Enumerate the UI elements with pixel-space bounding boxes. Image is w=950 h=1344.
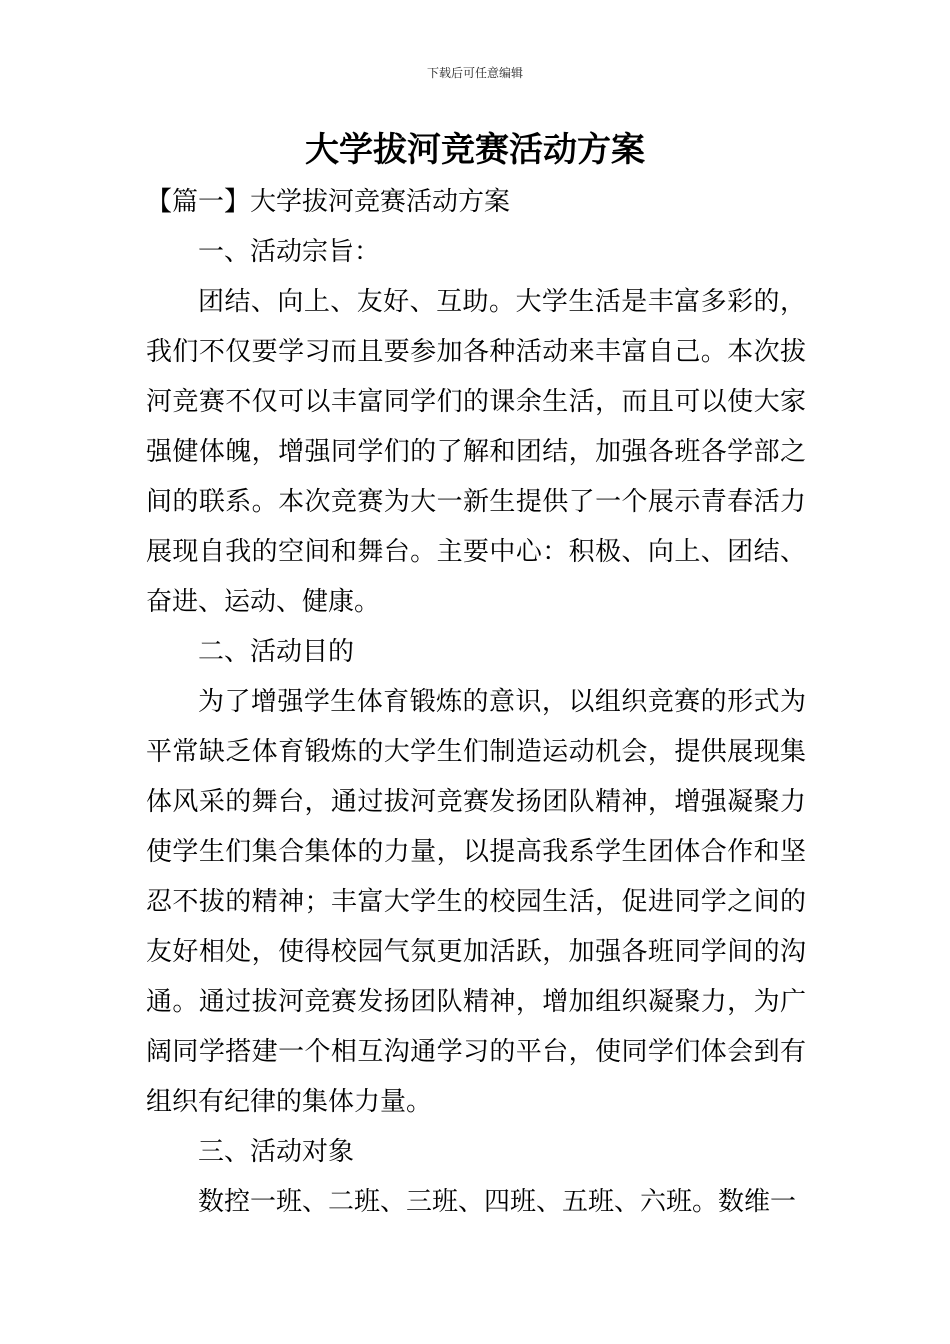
paragraph-purpose: 团结、向上、友好、互助。大学生活是丰富多彩的，我们不仅要学习而且要参加各种活动来丰富自己。本次拔河竞赛不仅可以丰富同学们的课余生活，而且可以使大家强健体魄，增强同学们的了解和团结，加强各班各学部之间的联系。本次竞赛为大一新生提供了一个展示青春活力展现自我的空间和舞台。主要中心：积极、向上、团结、奋进、运动、健康。 xyxy=(146,287,806,617)
document-body xyxy=(146,177,806,1227)
paragraph-participants: 数控一班、二班、三班、四班、五班、六班。数维一 xyxy=(198,1187,797,1217)
document-title: 大学拔河竞赛活动方案 xyxy=(305,130,645,170)
section-heading-goal: 二、活动目的 xyxy=(198,637,355,667)
document-subtitle: 【篇一】大学拔河竞赛活动方案 xyxy=(146,187,511,217)
section-heading-participants: 三、活动对象 xyxy=(198,1137,355,1167)
paragraph-goal: 为了增强学生体育锻炼的意识，以组织竞赛的形式为平常缺乏体育锻炼的大学生们制造运动机会，提供展现集体风采的舞台，通过拔河竞赛发扬团队精神，增强凝聚力使学生们集合集体的力量，以提高我系学生团体合作和坚忍不拔的精神；丰富大学生的校园生活，促进同学之间的友好相处，使得校园气氛更加活跃，加强各班同学间的沟通。通过拔河竞赛发扬团队精神，增加组织凝聚力，为广阔同学搭建一个相互沟通学习的平台，使同学们体会到有组织有纪律的集体力量。 xyxy=(146,687,806,1117)
page-header: 下载后可任意编辑 xyxy=(426,66,523,80)
section-heading-purpose: 一、活动宗旨： xyxy=(198,237,381,267)
